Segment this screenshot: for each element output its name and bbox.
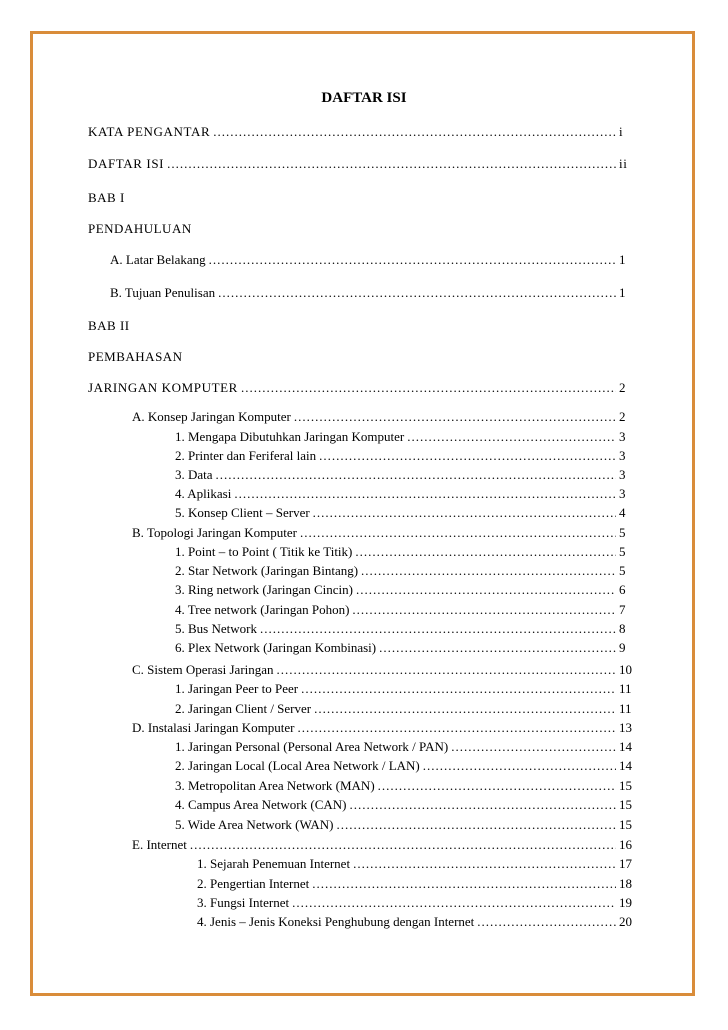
toc-entry[interactable]	[197, 856, 633, 872]
dot-leader	[190, 837, 616, 853]
toc-entry-label: 2. Jaringan Local (Local Area Network / LAN)	[175, 758, 420, 773]
dot-leader	[312, 876, 616, 892]
dot-leader	[209, 252, 616, 268]
toc-entry[interactable]	[132, 837, 633, 853]
toc-entry-label: 4. Aplikasi	[175, 486, 232, 501]
toc-entry-label: A. Konsep Jaringan Komputer	[132, 409, 291, 424]
toc-entry-label: 1. Point – to Point ( Titik ke Titik)	[175, 544, 353, 559]
toc-entry[interactable]	[132, 720, 633, 736]
dot-leader	[277, 662, 616, 678]
dot-leader	[353, 856, 616, 872]
toc-page-number: 2	[619, 409, 626, 424]
toc-entry[interactable]	[175, 486, 633, 502]
toc-entry[interactable]	[132, 662, 633, 678]
toc-entry[interactable]	[175, 602, 633, 618]
toc-entry-label: D. Instalasi Jaringan Komputer	[132, 720, 295, 735]
toc-entry[interactable]	[132, 409, 633, 425]
toc-entry-label: 2. Printer dan Feriferal lain	[175, 448, 317, 463]
toc-page-number: 11	[619, 701, 632, 716]
toc-entry-label: 3. Fungsi Internet	[197, 895, 290, 910]
dot-leader	[355, 544, 616, 560]
toc-heading-bab1: BAB I	[88, 190, 125, 205]
toc-entry-daftar-isi[interactable]	[88, 156, 633, 172]
toc-entry[interactable]	[175, 681, 633, 697]
toc-page-number: 1	[619, 252, 626, 267]
toc-entry-label: 1. Mengapa Dibutuhkan Jaringan Komputer	[175, 429, 405, 444]
toc-entry-label: 2. Star Network (Jaringan Bintang)	[175, 563, 359, 578]
toc-entry-label: E. Internet	[132, 837, 187, 852]
toc-entry[interactable]	[175, 467, 633, 483]
dot-leader	[294, 409, 616, 425]
dot-leader	[241, 380, 616, 396]
toc-entry[interactable]	[175, 778, 633, 794]
toc-entry-label: 4. Jenis – Jenis Koneksi Penghubung dengan Internet	[197, 914, 475, 929]
toc-entry-label: C. Sistem Operasi Jaringan	[132, 662, 274, 677]
toc-entry[interactable]	[175, 701, 633, 717]
toc-entry[interactable]	[175, 640, 633, 656]
dot-leader	[350, 797, 617, 813]
dot-leader	[423, 758, 616, 774]
toc-entry-label: 3. Metropolitan Area Network (MAN)	[175, 778, 375, 793]
dot-leader	[260, 621, 616, 637]
dot-leader	[379, 640, 616, 656]
toc-page-number: 2	[619, 380, 627, 395]
toc-entry-label: 3. Data	[175, 467, 213, 482]
toc-entry-label: KATA PENGANTAR	[88, 124, 211, 139]
toc-entry-label: 5. Wide Area Network (WAN)	[175, 817, 334, 832]
toc-entry[interactable]	[175, 797, 633, 813]
toc-page-number: 9	[619, 640, 626, 655]
toc-entry[interactable]	[175, 544, 633, 560]
toc-heading-pembahasan: PEMBAHASAN	[88, 349, 183, 364]
toc-entry[interactable]	[175, 505, 633, 521]
toc-entry[interactable]	[175, 817, 633, 833]
toc-heading-pendahuluan: PENDAHULUAN	[88, 221, 192, 236]
dot-leader	[301, 681, 616, 697]
toc-page-number: 15	[619, 778, 632, 793]
dot-leader	[297, 720, 616, 736]
toc-entry[interactable]	[132, 525, 633, 541]
toc-entry[interactable]	[175, 739, 633, 755]
toc-page-number: 3	[619, 467, 626, 482]
toc-page-number: 18	[619, 876, 632, 891]
toc-entry-label: 1. Jaringan Peer to Peer	[175, 681, 299, 696]
dot-leader	[313, 505, 616, 521]
toc-page-number: 3	[619, 448, 626, 463]
toc-page-number: 15	[619, 817, 632, 832]
dot-leader	[216, 467, 616, 483]
toc-page-number: 5	[619, 563, 626, 578]
dot-leader	[167, 156, 616, 172]
toc-entry-label: 6. Plex Network (Jaringan Kombinasi)	[175, 640, 377, 655]
toc-page-number: 13	[619, 720, 632, 735]
page-title: DAFTAR ISI	[321, 90, 407, 106]
dot-leader	[361, 563, 616, 579]
toc-page-number: 17	[619, 856, 632, 871]
toc-entry-jaringan-komputer[interactable]	[88, 380, 633, 396]
toc-entry-label: 4. Campus Area Network (CAN)	[175, 797, 347, 812]
dot-leader	[319, 448, 616, 464]
toc-page-number: 5	[619, 525, 626, 540]
dot-leader	[314, 701, 616, 717]
toc-page-number: 3	[619, 429, 626, 444]
dot-leader	[292, 895, 616, 911]
toc-page-number: 11	[619, 681, 632, 696]
dot-leader	[352, 602, 616, 618]
dot-leader	[218, 285, 616, 301]
toc-entry[interactable]	[197, 914, 633, 930]
toc-entry-label: DAFTAR ISI	[88, 156, 165, 171]
toc-entry[interactable]	[175, 448, 633, 464]
toc-page-number: 19	[619, 895, 632, 910]
dot-leader	[336, 817, 616, 833]
toc-entry[interactable]	[175, 429, 633, 445]
toc-entry-label: B. Topologi Jaringan Komputer	[132, 525, 297, 540]
toc-page-number: 7	[619, 602, 626, 617]
toc-page-number: 4	[619, 505, 626, 520]
toc-entry[interactable]	[175, 621, 633, 637]
dot-leader	[356, 582, 616, 598]
toc-page-number: 16	[619, 837, 632, 852]
toc-entry-label: 1. Jaringan Personal (Personal Area Network / PAN)	[175, 739, 449, 754]
toc-entry-kata-pengantar[interactable]	[88, 124, 633, 140]
toc-entry[interactable]	[175, 758, 633, 774]
toc-page-number: 15	[619, 797, 632, 812]
toc-page-number: 1	[619, 285, 626, 300]
dot-leader	[407, 429, 616, 445]
toc-page-number: 5	[619, 544, 626, 559]
toc-page-number: 14	[619, 758, 632, 773]
toc-heading-bab2: BAB II	[88, 318, 130, 333]
toc-entry-label: 2. Pengertian Internet	[197, 876, 310, 891]
toc-page-number: 6	[619, 582, 626, 597]
toc-page-number: 14	[619, 739, 632, 754]
toc-entry-latar-belakang[interactable]	[110, 252, 633, 268]
toc-entry-label: 2. Jaringan Client / Server	[175, 701, 312, 716]
toc-entry-label: 5. Konsep Client – Server	[175, 505, 310, 520]
toc-page-number: 3	[619, 486, 626, 501]
toc-page-number: i	[619, 124, 624, 139]
toc-entry-tujuan-penulisan[interactable]	[110, 285, 633, 301]
toc-page-number: 10	[619, 662, 632, 677]
toc-page-number: ii	[619, 156, 628, 171]
toc-entry-label: JARINGAN KOMPUTER	[88, 380, 238, 395]
dot-leader	[477, 914, 616, 930]
toc-entry-label: A. Latar Belakang	[110, 252, 206, 267]
dot-leader	[378, 778, 616, 794]
dot-leader	[213, 124, 616, 140]
dot-leader	[451, 739, 616, 755]
toc-entry-label: 4. Tree network (Jaringan Pohon)	[175, 602, 350, 617]
toc-entry[interactable]	[175, 563, 633, 579]
toc-page-number: 20	[619, 914, 632, 929]
toc-entry-label: 3. Ring network (Jaringan Cincin)	[175, 582, 353, 597]
toc-entry[interactable]	[175, 582, 633, 598]
toc-entry[interactable]	[197, 876, 633, 892]
toc-entry[interactable]	[197, 895, 633, 911]
toc-page-number: 8	[619, 621, 626, 636]
dot-leader	[300, 525, 616, 541]
toc-entry-label: 5. Bus Network	[175, 621, 257, 636]
toc-entry-label: 1. Sejarah Penemuan Internet	[197, 856, 351, 871]
toc-entry-label: B. Tujuan Penulisan	[110, 285, 216, 300]
dot-leader	[234, 486, 616, 502]
